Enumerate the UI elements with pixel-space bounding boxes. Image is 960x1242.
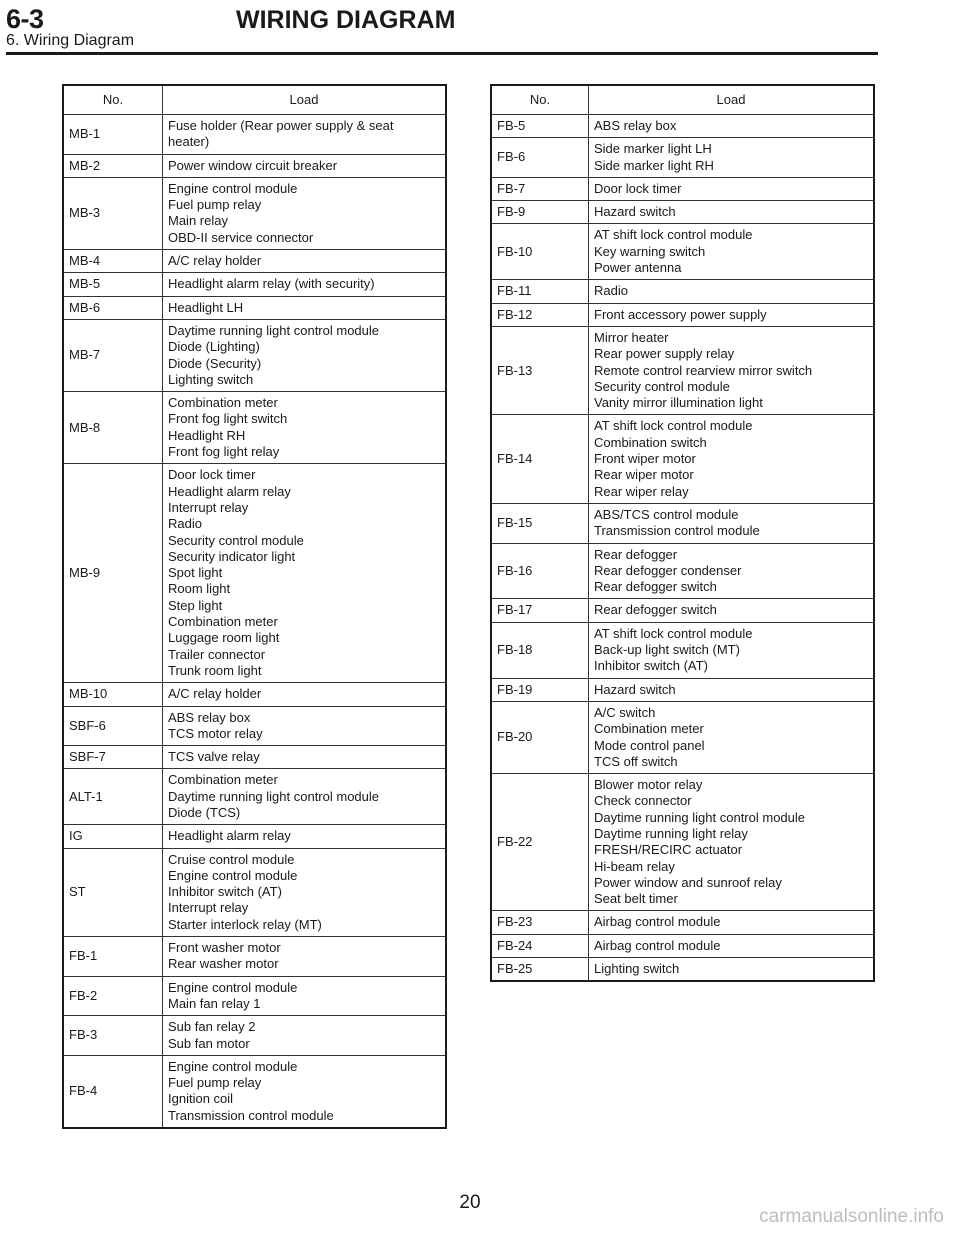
load-item: ABS relay box: [168, 709, 251, 725]
table-row: [63, 464, 446, 683]
table-row: [63, 177, 446, 249]
load-item: Luggage room light: [168, 630, 280, 646]
load-item: ABS relay box: [594, 118, 677, 133]
load-cell: [589, 503, 875, 543]
load-item: Diode (Security): [168, 355, 262, 371]
load-cell: [589, 224, 875, 280]
load-item: TCS off switch: [594, 753, 678, 769]
table-row: [491, 622, 874, 678]
connector-no-cell: MB-8: [63, 392, 163, 464]
load-item: Front wiper motor: [594, 451, 696, 467]
connector-no-cell: MB-2: [63, 154, 163, 177]
connector-no-cell: FB-18: [491, 622, 589, 678]
load-cell: [589, 911, 875, 934]
load-cell: [589, 934, 875, 957]
load-item: Radio: [168, 516, 202, 532]
load-item: Side marker light RH: [594, 157, 714, 173]
load-item: Headlight alarm relay: [168, 828, 291, 844]
table-row: [491, 503, 874, 543]
load-cell: [163, 392, 447, 464]
load-item: Rear wiper relay: [594, 483, 689, 499]
load-item: Starter interlock relay (MT): [168, 916, 322, 932]
load-item: Daytime running light control module: [168, 788, 379, 804]
table-row: [491, 599, 874, 622]
connector-no-cell: FB-9: [491, 201, 589, 224]
column-header-load: Load: [589, 85, 875, 115]
table-row: [491, 177, 874, 200]
page-number: 20: [459, 1192, 481, 1213]
right-load-table: [490, 84, 875, 982]
load-item: Combination meter: [168, 614, 278, 630]
load-item: Blower motor relay: [594, 777, 703, 793]
load-item: Mirror heater: [594, 329, 669, 345]
load-cell: [589, 326, 875, 414]
load-cell: [589, 415, 875, 503]
table-row: [63, 746, 446, 769]
load-item: heater): [168, 134, 210, 150]
load-item: Check connector: [594, 793, 692, 809]
connector-no-cell: FB-24: [491, 934, 589, 957]
watermark: carmanualsonline.info: [759, 1206, 944, 1227]
load-item: AT shift lock control module: [594, 625, 753, 641]
load-item: Headlight alarm relay: [168, 483, 291, 499]
table-row: [491, 911, 874, 934]
connector-no-cell: FB-23: [491, 911, 589, 934]
load-cell: [163, 296, 447, 319]
table-row: [63, 296, 446, 319]
load-item: Engine control module: [168, 180, 298, 196]
table-row: [491, 326, 874, 414]
table-row: [63, 273, 446, 296]
load-cell: [163, 769, 447, 825]
load-item: Ignition coil: [168, 1091, 234, 1107]
load-item: Rear washer motor: [168, 956, 279, 972]
load-cell: [589, 678, 875, 701]
load-cell: [163, 746, 447, 769]
load-item: A/C relay holder: [168, 253, 262, 269]
connector-no-cell: MB-9: [63, 464, 163, 683]
load-item: Mode control panel: [594, 737, 705, 753]
table-header-row: [491, 85, 874, 115]
load-item: OBD-II service connector: [168, 229, 314, 245]
load-item: Combination meter: [168, 772, 278, 788]
load-item: Rear defogger switch: [594, 579, 717, 595]
load-item: Sub fan motor: [168, 1035, 250, 1051]
load-item: Engine control module: [168, 867, 298, 883]
connector-no-cell: MB-5: [63, 273, 163, 296]
table-row: [491, 934, 874, 957]
table-row: [491, 115, 874, 138]
load-item: Front washer motor: [168, 940, 281, 956]
load-cell: [163, 1055, 447, 1128]
load-item: FRESH/RECIRC actuator: [594, 842, 743, 858]
column-header-no: No.: [491, 85, 589, 115]
table-row: [63, 825, 446, 848]
load-item: Step light: [168, 597, 223, 613]
table-row: [63, 1055, 446, 1128]
load-cell: [163, 177, 447, 249]
load-item: Rear defogger: [594, 546, 678, 562]
table-row: [63, 706, 446, 746]
load-item: Side marker light LH: [594, 141, 712, 157]
load-cell: [163, 976, 447, 1016]
load-cell: [163, 848, 447, 936]
load-item: Airbag control module: [594, 937, 721, 953]
table-row: [63, 848, 446, 936]
connector-no-cell: FB-11: [491, 280, 589, 303]
table-row: [491, 701, 874, 773]
load-item: TCS motor relay: [168, 725, 263, 741]
load-item: Combination meter: [594, 721, 704, 737]
load-cell: [163, 1016, 447, 1056]
load-item: Security control module: [168, 532, 304, 548]
table-row: [63, 392, 446, 464]
load-cell: [589, 599, 875, 622]
load-item: Hi-beam relay: [594, 858, 675, 874]
load-cell: [589, 958, 875, 982]
connector-no-cell: SBF-7: [63, 746, 163, 769]
load-item: Rear power supply relay: [594, 346, 735, 362]
load-item: AT shift lock control module: [594, 227, 753, 243]
connector-no-cell: FB-10: [491, 224, 589, 280]
load-item: Key warning switch: [594, 243, 706, 259]
table-row: [491, 138, 874, 178]
connector-no-cell: ALT-1: [63, 769, 163, 825]
load-cell: [163, 319, 447, 391]
connector-no-cell: FB-4: [63, 1055, 163, 1128]
load-item: Front accessory power supply: [594, 306, 767, 322]
table-row: [63, 115, 446, 155]
connector-no-cell: ST: [63, 848, 163, 936]
table-row: [63, 683, 446, 706]
left-load-table: [62, 84, 447, 1129]
connector-no-cell: FB-17: [491, 599, 589, 622]
table-row: [63, 937, 446, 977]
load-item: TCS valve relay: [168, 749, 260, 765]
column-header-load: Load: [163, 85, 447, 115]
load-item: Room light: [168, 581, 231, 597]
load-item: Trailer connector: [168, 646, 266, 662]
load-item: Seat belt timer: [594, 891, 678, 907]
load-item: Security indicator light: [168, 548, 296, 564]
table-row: [491, 224, 874, 280]
page-subtitle: 6. Wiring Diagram: [6, 32, 135, 49]
table-row: [63, 154, 446, 177]
table-header-row: [63, 85, 446, 115]
load-item: Inhibitor switch (AT): [594, 658, 708, 674]
table-row: [63, 1016, 446, 1056]
load-item: Combination meter: [168, 395, 278, 411]
load-item: Headlight RH: [168, 427, 246, 443]
load-item: Transmission control module: [594, 523, 760, 539]
load-item: Headlight LH: [168, 299, 244, 315]
connector-no-cell: FB-6: [491, 138, 589, 178]
load-item: Power window circuit breaker: [168, 157, 338, 173]
table-row: [491, 774, 874, 911]
load-item: Engine control module: [168, 1058, 298, 1074]
load-cell: [163, 154, 447, 177]
load-item: Airbag control module: [594, 914, 721, 930]
load-item: Transmission control module: [168, 1107, 334, 1123]
load-item: Hazard switch: [594, 681, 676, 697]
connector-no-cell: FB-12: [491, 303, 589, 326]
load-cell: [163, 115, 447, 155]
connector-no-cell: FB-25: [491, 958, 589, 982]
table-row: [491, 201, 874, 224]
load-item: Engine control module: [168, 979, 298, 995]
section-code: 6-3: [6, 4, 44, 34]
load-item: Vanity mirror illumination light: [594, 395, 763, 411]
connector-no-cell: MB-1: [63, 115, 163, 155]
table-row: [491, 280, 874, 303]
connector-no-cell: FB-22: [491, 774, 589, 911]
table-row: [491, 303, 874, 326]
load-item: Front fog light switch: [168, 411, 288, 427]
load-cell: [163, 683, 447, 706]
load-cell: [589, 622, 875, 678]
load-item: Interrupt relay: [168, 499, 249, 515]
load-cell: [163, 250, 447, 273]
table-row: [63, 976, 446, 1016]
connector-no-cell: SBF-6: [63, 706, 163, 746]
load-cell: [163, 464, 447, 683]
load-cell: [589, 303, 875, 326]
load-item: Daytime running light control module: [168, 322, 379, 338]
connector-no-cell: FB-7: [491, 177, 589, 200]
connector-no-cell: FB-15: [491, 503, 589, 543]
load-item: Main relay: [168, 213, 228, 229]
connector-no-cell: IG: [63, 825, 163, 848]
connector-no-cell: MB-4: [63, 250, 163, 273]
load-cell: [589, 115, 875, 138]
load-item: Headlight alarm relay (with security): [168, 276, 375, 292]
table-row: [63, 769, 446, 825]
connector-no-cell: FB-1: [63, 937, 163, 977]
load-item: Interrupt relay: [168, 900, 249, 916]
connector-no-cell: FB-13: [491, 326, 589, 414]
load-item: Lighting switch: [168, 371, 254, 387]
table-row: [491, 415, 874, 503]
connector-no-cell: MB-3: [63, 177, 163, 249]
load-item: Diode (TCS): [168, 804, 241, 820]
load-cell: [589, 280, 875, 303]
load-item: Power window and sunroof relay: [594, 874, 782, 890]
load-item: Door lock timer: [594, 180, 682, 196]
load-item: Back-up light switch (MT): [594, 642, 740, 658]
connector-no-cell: FB-5: [491, 115, 589, 138]
load-cell: [163, 706, 447, 746]
load-item: Cruise control module: [168, 851, 295, 867]
load-cell: [163, 937, 447, 977]
load-item: Fuel pump relay: [168, 1075, 262, 1091]
connector-no-cell: FB-14: [491, 415, 589, 503]
load-item: Rear wiper motor: [594, 467, 694, 483]
load-item: AT shift lock control module: [594, 418, 753, 434]
load-item: A/C switch: [594, 704, 656, 720]
connector-no-cell: FB-3: [63, 1016, 163, 1056]
connector-no-cell: FB-20: [491, 701, 589, 773]
load-item: Radio: [594, 283, 628, 299]
load-item: ABS/TCS control module: [594, 506, 739, 522]
load-item: A/C relay holder: [168, 686, 262, 702]
load-item: Rear defogger switch: [594, 602, 717, 618]
table-row: [63, 250, 446, 273]
load-item: Power antenna: [594, 260, 682, 276]
connector-no-cell: MB-6: [63, 296, 163, 319]
load-item: Sub fan relay 2: [168, 1019, 256, 1035]
load-cell: [589, 543, 875, 599]
load-item: Spot light: [168, 565, 223, 581]
load-item: Main fan relay 1: [168, 995, 261, 1011]
load-item: Trunk room light: [168, 662, 262, 678]
load-cell: [163, 825, 447, 848]
column-header-no: No.: [63, 85, 163, 115]
table-row: [491, 678, 874, 701]
table-row: [63, 319, 446, 391]
load-cell: [589, 177, 875, 200]
connector-no-cell: FB-16: [491, 543, 589, 599]
header-rule: [6, 52, 878, 55]
load-cell: [589, 138, 875, 178]
page-title: WIRING DIAGRAM: [236, 6, 456, 34]
load-cell: [163, 273, 447, 296]
load-item: Fuel pump relay: [168, 197, 262, 213]
load-item: Front fog light relay: [168, 444, 280, 460]
load-item: Diode (Lighting): [168, 339, 260, 355]
load-item: Hazard switch: [594, 204, 676, 220]
load-item: Remote control rearview mirror switch: [594, 362, 813, 378]
load-item: Door lock timer: [168, 467, 256, 483]
load-item: Inhibitor switch (AT): [168, 884, 282, 900]
load-cell: [589, 201, 875, 224]
load-item: Daytime running light relay: [594, 825, 748, 841]
load-item: Daytime running light control module: [594, 809, 805, 825]
connector-no-cell: MB-7: [63, 319, 163, 391]
load-item: Security control module: [594, 378, 730, 394]
load-cell: [589, 774, 875, 911]
load-item: Combination switch: [594, 434, 707, 450]
load-item: Lighting switch: [594, 961, 680, 977]
table-row: [491, 958, 874, 982]
table-row: [491, 543, 874, 599]
connector-no-cell: FB-19: [491, 678, 589, 701]
load-cell: [589, 701, 875, 773]
connector-no-cell: FB-2: [63, 976, 163, 1016]
load-item: Fuse holder (Rear power supply & seat: [168, 118, 394, 133]
connector-no-cell: MB-10: [63, 683, 163, 706]
load-item: Rear defogger condenser: [594, 562, 742, 578]
